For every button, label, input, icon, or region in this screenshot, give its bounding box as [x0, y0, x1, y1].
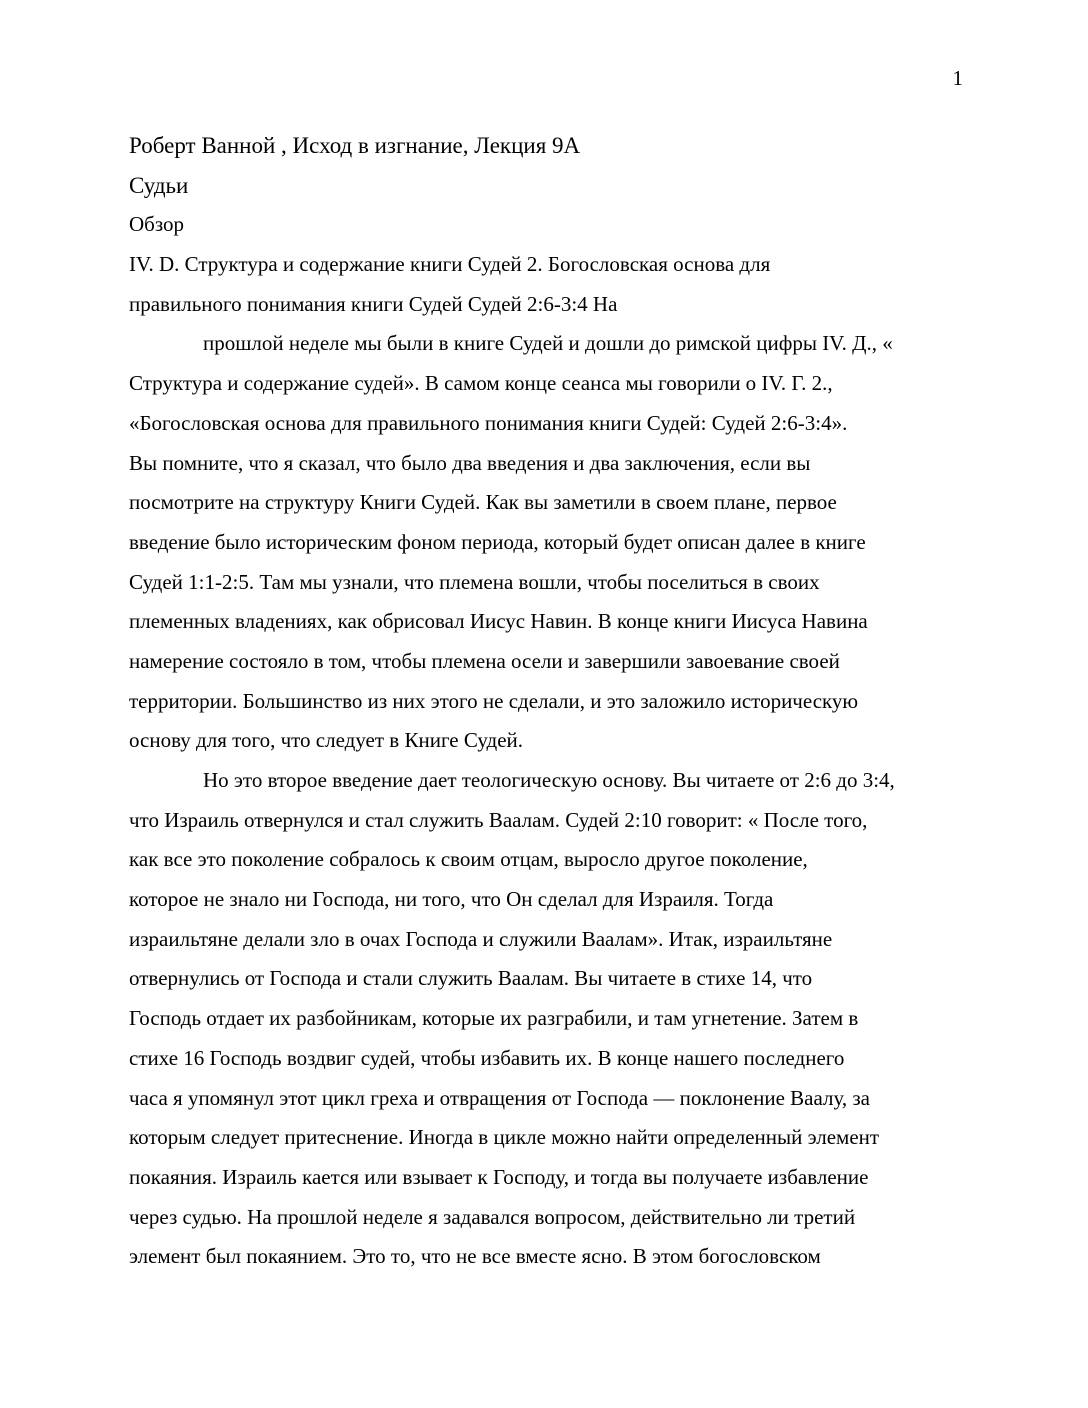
heading-line: IV. D. Структура и содержание книги Судей 2. Богословская основа для: [129, 252, 771, 277]
paragraph-1: [129, 324, 959, 761]
paragraph-line: израильтяне делали зло в очах Господа и служили Ваалам». Итак, израильтяне: [129, 926, 833, 951]
page-number: 1: [952, 66, 963, 90]
paragraph-line: часа я упомянул этот цикл греха и отвращения от Господа — поклонение Ваалу, за: [129, 1085, 870, 1110]
paragraph-line: которым следует притеснение. Иногда в цикле можно найти определенный элемент: [129, 1125, 880, 1150]
paragraph-line: Вы помните, что я сказал, что было два введения и два заключения, если вы: [129, 450, 811, 475]
paragraph-line: племенных владениях, как обрисовал Иисус Навин. В конце книги Иисуса Навина: [129, 609, 868, 634]
paragraph-line: элемент был покаянием. Это то, что не все вместе ясно. В этом богословском: [129, 1244, 821, 1269]
document-title: Роберт Ванной , Исход в изгнание, Лекция 9А: [129, 133, 581, 158]
paragraph-line: что Израиль отвернулся и стал служить Ваалам. Судей 2:10 говорит: « После того,: [129, 807, 868, 832]
paragraph-line: введение было историческим фоном периода, который будет описан далее в книге: [129, 529, 866, 554]
paragraph-line: через судью. На прошлой неделе я задавался вопросом, действительно ли третий: [129, 1204, 856, 1229]
paragraph-line: территории. Большинство из них этого не сделали, и это заложило историческую: [129, 688, 859, 713]
paragraph-line: покаяния. Израиль кается или взывает к Господу, и тогда вы получаете избавление: [129, 1164, 869, 1189]
paragraph-line: намерение состояло в том, чтобы племена осели и завершили завоевание своей: [129, 648, 840, 673]
section-heading: [129, 245, 959, 324]
document-body: [129, 126, 959, 1277]
paragraph-line: Господь отдает их разбойникам, которые их разграбили, и там угнетение. Затем в: [129, 1006, 859, 1031]
paragraph-line: Но это второе введение дает теологическую основу. Вы читаете от 2:6 до 3:4,: [203, 768, 895, 792]
document-subtitle: Судьи: [129, 172, 189, 198]
paragraph-line: отвернулись от Господа и стали служить Ваалам. Вы читаете в стихе 14, что: [129, 966, 813, 991]
paragraph-line: Судей 1:1-2:5. Там мы узнали, что племена вошли, чтобы поселиться в своих: [129, 569, 820, 594]
paragraph-line: стихе 16 Господь воздвиг судей, чтобы избавить их. В конце нашего последнего: [129, 1045, 845, 1070]
paragraph-line: которое не знало ни Господа, ни того, что Он сделал для Израиля. Тогда: [129, 887, 774, 912]
paragraph-line: прошлой неделе мы были в книге Судей и дошли до римской цифры IV. Д., «: [203, 331, 893, 356]
paragraph-line: Структура и содержание судей». В самом конце сеанса мы говорили о IV. Г. 2.,: [129, 371, 833, 396]
paragraph-line: как все это поколение собралось к своим отцам, выросло другое поколение,: [129, 847, 808, 872]
paragraph-line: посмотрите на структуру Книги Судей. Как вы заметили в своем плане, первое: [129, 490, 837, 515]
section-label: Обзор: [129, 212, 185, 237]
heading-line: правильного понимания книги Судей Судей 2:6-3:4 На: [129, 291, 618, 316]
paragraph-line: «Богословская основа для правильного понимания книги Судей: Судей 2:6-3:4».: [129, 410, 848, 435]
paragraph-line: основу для того, что следует в Книге Судей.: [129, 728, 524, 753]
paragraph-2: [129, 761, 959, 1277]
